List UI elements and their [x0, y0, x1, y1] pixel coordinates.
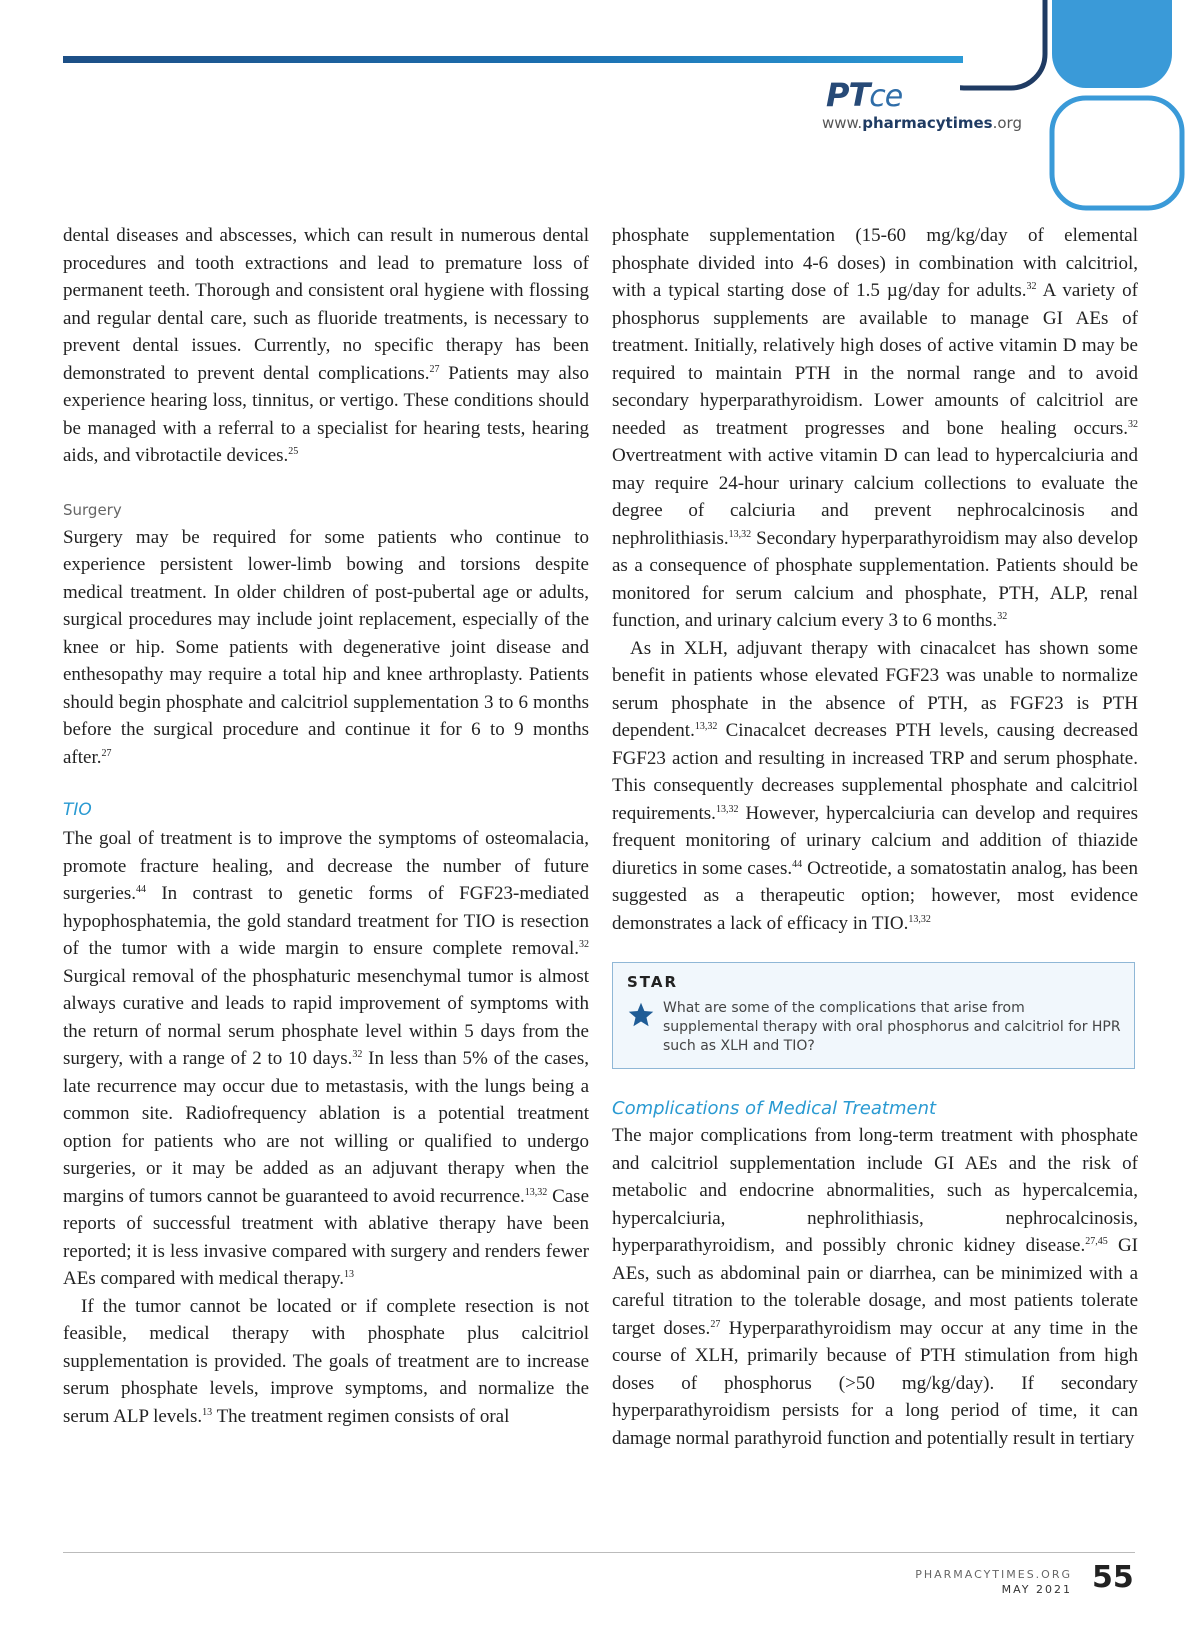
logo-url[interactable]: www.pharmacytimes.org: [822, 114, 1022, 132]
left-column: [63, 222, 589, 1430]
footer-date: MAY 2021: [1001, 1583, 1072, 1596]
logo-mark: PTce: [826, 76, 903, 114]
star-title: STAR: [627, 973, 679, 991]
star-question: What are some of the complications that arise from supplemental therapy with oral phosphorus and calcitriol for HPR such as XLH and TIO?: [663, 1000, 1121, 1054]
heading-surgery: Surgery: [63, 500, 122, 519]
paragraph-dental: dental diseases and abscesses, which can result in numerous dental procedures and tooth extractions and lead to premature loss of permanent teeth. Thorough and consistent oral hygiene with flossing and regular dental care, such as fluoride treatments, is necessary to prevent dental issues. Currently, no specific therapy has been demonstrated to prevent dental complications.$^{27}$ Patients may also experience hearing loss, tinnitus, or vertigo. These conditions should be managed with a referral to a specialist for hearing tests, hearing aids, and vibrotactile devices.$^{25}$: [63, 225, 590, 466]
paragraph-tio: The goal of treatment is to improve the symptoms of osteomalacia, promote fracture healing, and decrease the number of future surgeries.$^{44}$ In contrast to genetic forms of FGF23-mediated hypophosphatemia, the gold standard treatment for TIO is resection of the tumor with a wide margin to ensure complete removal.$^{32}$ Surgical removal of the phosphaturic mesenchymal tumor is almost always curative and leads to rapid improvement of symptoms with the return of normal serum phosphate level within 5 days from the surgery, with a range of 2 to 10 days.$^{32}$ In less than 5% of the cases, late recurrence may occur due to metastasis, with the lungs being a common site. Radiofrequency ablation is a potential treatment option for patients who are not willing or qualified to undergo surgeries, or it may be added as an adjuvant therapy when the margins of tumors cannot be guaranteed to avoid recurrence.$^{13,32}$ Case reports of successful treatment with ablative therapy have been reported; it is less invasive compared with surgery and renders fewer AEs compared with medical therapy.$^{13}$: [63, 828, 590, 1289]
paragraph-complications: The major complications from long-term treatment with phosphate and calcitriol supplementation include GI AEs and the risk of metabolic and endocrine abnormalities, such as hypercalcemia, hypercalciuria, nephrolithiasis, nephrocalcinosis, hyperparathyroidism, and possibly chronic kidney disease.$^{27,45}$ GI AEs, such as abdominal pain or diarrhea, can be minimized with a careful titration to the tolerable dosage, and most patients tolerate target doses.$^{27}$ Hyperparathyroidism may occur at any time in the course of XLH, primarily because of PTH stimulation from high doses of phosphorus (>50 mg/kg/day). If secondary hyperparathyroidism persists for a long period of time, it can damage normal parathyroid function and potentially result in tertiary: [612, 1125, 1138, 1449]
paragraph-cinacalcet: As in XLH, adjuvant therapy with cinacalcet has shown some benefit in patients whose elevated FGF23 was unable to normalize serum phosphate in the absence of PTH, as FGF23 is PTH dependent.$^{13,32}$ Cinacalcet decreases PTH levels, causing decreased FGF23 action and resulting in increased TRP and serum phosphate. This consequently decreases supplemental phosphate and calcitriol requirements.$^{13,32}$ However, hypercalciuria can develop and requires frequent monitoring of urinary calcium and addition of thiazide diuretics in some cases.$^{44}$ Octreotide, a somatostatin analog, has been suggested as a therapeutic option; however, most evidence demonstrates a lack of efficacy in TIO.$^{13,32}$: [612, 637, 1138, 934]
heading-tio: TIO: [63, 800, 92, 820]
heading-complications: Complications of Medical Treatment: [612, 1098, 937, 1119]
ptce-logo: [822, 76, 1032, 136]
paragraph-medical-therapy: If the tumor cannot be located or if complete resection is not feasible, medical therapy with phosphate plus calcitriol supplementation is provided. The goals of treatment are to increase serum phosphate levels, improve symptoms, and normalize the serum ALP levels.$^{13}$ The treatment regimen consists of oral: [63, 1295, 589, 1427]
right-column: [612, 222, 1138, 1452]
star-callout: [612, 962, 1135, 1069]
footer-publication: [915, 1567, 1072, 1597]
page-number: 55: [1092, 1560, 1134, 1595]
paragraph-surgery: Surgery may be required for some patients who continue to experience persistent lower-limb bowing and torsions despite medical treatment. In older children of post-pubertal age or adults, surgical procedures may include joint replacement, especially of the knee or hip. Some patients with degenerative joint disease and enthesopathy may require a total hip and knee arthroplasty. Patients should begin phosphate and calcitriol supplementation 3 to 6 months before the surgical procedure and continue it for 6 to 9 months after.$^{27}$: [63, 526, 589, 768]
header-rule: [63, 56, 963, 63]
paragraph-phosphate-supplementation: phosphate supplementation (15-60 mg/kg/day of elemental phosphate divided into 4-6 doses) in combination with calcitriol, with a typical starting dose of 1.5 µg/day for adults.$^{32}$ A variety of phosphorus supplements are available to manage GI AEs of treatment. Initially, relatively high doses of active vitamin D may be required to maintain PTH in the normal range and to avoid secondary hyperparathyroidism. Lower amounts of calcitriol are needed as treatment progresses and bone healing occurs.$^{32}$ Overtreatment with active vitamin D can lead to hypercalciuria and may require 24-hour urinary calcium collections to evaluate the degree of calciuria and prevent nephrocalcinosis and nephrolithiasis.$^{13,32}$ Secondary hyperparathyroidism may also develop as a consequence of phosphate supplementation. Patients should be monitored for serum calcium and phosphate, PTH, ALP, renal function, and urinary calcium every 3 to 6 months.$^{32}$: [612, 225, 1138, 631]
footer-site: PHARMACYTIMES.ORG: [915, 1568, 1072, 1581]
star-icon: [627, 1001, 655, 1029]
footer-rule: [63, 1552, 1135, 1553]
